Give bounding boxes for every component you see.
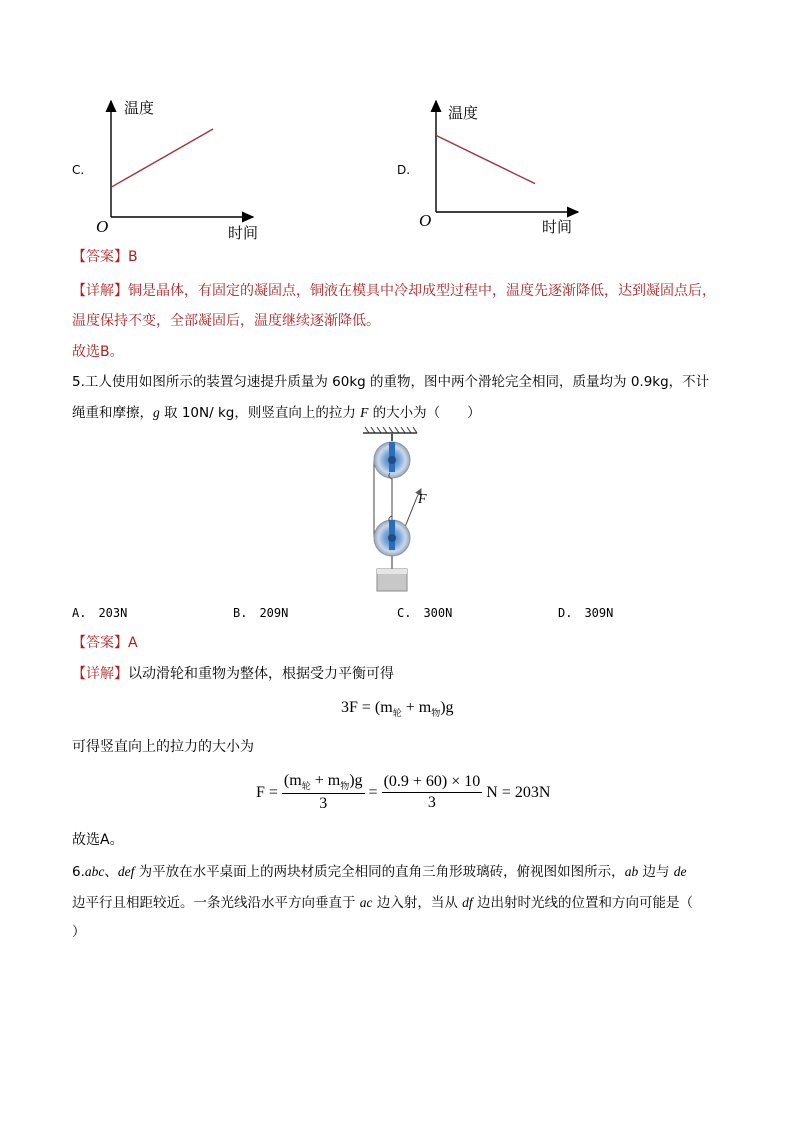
option-c: C. 300N <box>397 606 453 620</box>
option-d-ylabel: 温度 <box>448 104 479 122</box>
option-d-xlabel: 时间 <box>542 218 573 236</box>
movable-pulley <box>374 516 410 556</box>
q6-stem-line3: ） <box>72 924 86 940</box>
q4-detail-line2: 温度保持不变，全部凝固后，温度继续逐渐降低。 <box>72 313 380 329</box>
q5-conclusion: 故选A。 <box>72 832 124 848</box>
force-label: F <box>418 492 427 507</box>
equation-1: $3F = (m_轮 + m_物)g$ <box>341 699 454 719</box>
q5-detail: 【详解】以动滑轮和重物为整体，根据受力平衡可得 <box>72 666 394 682</box>
temperature-line <box>436 135 535 183</box>
option-b: B. 209N <box>233 606 289 620</box>
q4-answer <box>72 247 138 267</box>
q4-detail-line1: 【详解】铜是晶体，有固定的凝固点，铜液在模具中冷却成型过程中，温度先逐渐降低，达到凝固点后， <box>72 283 716 299</box>
answer-tag: 【答案】 <box>72 635 128 651</box>
option-c-ylabel: 温度 <box>124 99 155 117</box>
ceiling <box>363 427 417 433</box>
q4-conclusion: 故选B。 <box>72 344 124 360</box>
option-a: A. 203N <box>72 606 128 620</box>
option-c-origin: O <box>96 217 109 236</box>
option-d-origin: O <box>419 211 432 230</box>
q5-mid-text: 可得竖直向上的拉力的大小为 <box>72 739 254 755</box>
q6-stem-line1: 6.abc、def 为平放在水平桌面上的两块材质完全相同的直角三角形玻璃砖，俯视图如图所示，ab 边与 de <box>72 864 687 880</box>
fraction-1: $\frac{(m_轮 + m_物)g}{3}$ <box>283 772 363 813</box>
detail-tag: 【详解】 <box>72 283 128 299</box>
pulley-figure <box>355 425 455 597</box>
answer-tag: 【答案】 <box>72 249 128 265</box>
option-d: D. 309N <box>558 606 614 620</box>
q5-answer <box>72 633 138 653</box>
option-d-letter: D. <box>397 163 411 177</box>
q5-stem-line1: 5.工人使用如图所示的装置匀速提升质量为 60kg 的重物，图中两个滑轮完全相同，质量均为 0.9kg，不计 <box>72 374 710 390</box>
equation-2: F = $\frac{(m_轮 + m_物)g}{3}$ = $\frac{(0.9 + 60) \times 10}{3}$ N = 203N <box>256 772 551 813</box>
weight-block <box>377 569 407 591</box>
detail-tag: 【详解】 <box>72 666 128 682</box>
q5-stem-line2: 绳重和摩擦，g 取 10N/ kg，则竖直向上的拉力 F 的大小为（ ） <box>72 405 481 421</box>
option-c-xlabel: 时间 <box>228 224 259 242</box>
answer-value: A <box>128 635 138 651</box>
answer-value: B <box>128 249 138 265</box>
q6-stem-line2: 边平行且相距较近。一条光线沿水平方向垂直于 ac 边入射，当从 df 边出射时光线的位置和方向可能是（ <box>72 895 693 911</box>
fraction-2: $\frac{(0.9 + 60) \times 10}{3}$ <box>383 773 481 812</box>
rope <box>405 497 417 527</box>
fixed-pulley <box>374 442 410 479</box>
option-c-letter: C. <box>72 163 85 177</box>
temperature-line <box>111 129 213 187</box>
